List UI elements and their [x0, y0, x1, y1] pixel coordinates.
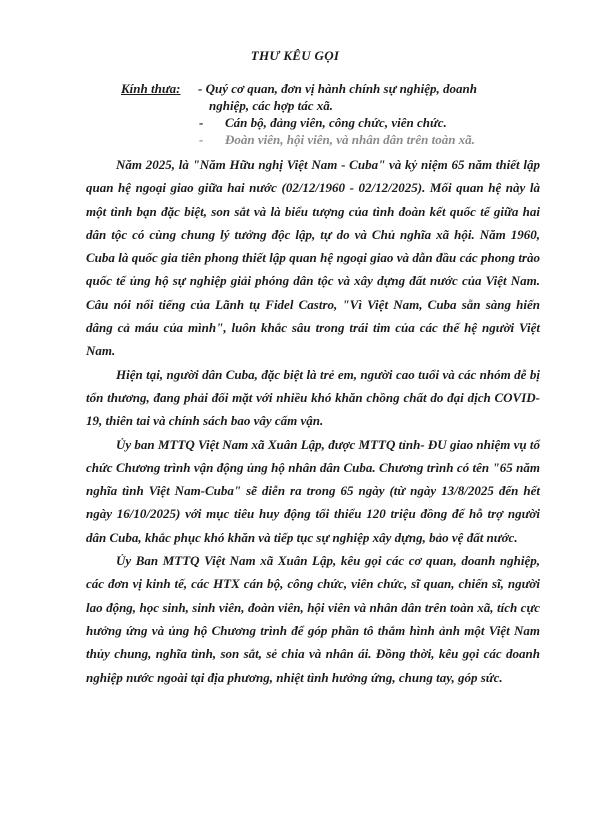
salutation-colon: : [176, 81, 181, 96]
salutation-dash-2: - [199, 132, 204, 147]
document-title: THƯ KÊU GỌI [250, 48, 340, 63]
salutation-label-wrap [121, 80, 198, 97]
salutation-row-2 [121, 97, 541, 114]
salutation-row-4 [121, 131, 541, 148]
salutation-row-3 [121, 114, 541, 131]
salutation-line-3: Cán bộ, đảng viên, công chức, viên chức. [225, 115, 447, 130]
salutation-block [121, 80, 541, 148]
paragraph-3: Ủy ban MTTQ Việt Nam xã Xuân Lập, được MTTQ tỉnh- ĐU giao nhiệm vụ tổ chức Chương trình vận động ủng hộ nhân dân Cuba. Chương trình có tên "65 năm nghĩa tình Việt Nam-Cuba" sẽ diễn ra trong 65 ngày (từ ngày 13/8/2025 đến hết ngày 16/10/2025) với mục tiêu huy động tối thiểu 120 triệu đồng để hỗ trợ người dân Cuba, khắc phục khó khăn và tiếp tục sự nghiệp xây dựng, bảo vệ đất nước. [86, 436, 540, 545]
paragraph-1: Năm 2025, là "Năm Hữu nghị Việt Nam - Cuba" và kỷ niệm 65 năm thiết lập quan hệ ngoại giao giữa hai nước (02/12/1960 - 02/12/2025). Mối quan hệ này là một tình bạn đặc biệt, son sắt và là biểu tượng của tình đoàn kết quốc tế giữa hai dân tộc có cùng chung lý tưởng độc lập, tự do và Chủ nghĩa xã hội. Năm 1960, Cuba là quốc gia tiên phong thiết lập quan hệ ngoại giao và dẫn đầu các phong trào quốc tế ủng hộ sự nghiệp giải phóng dân tộc và xây dựng đất nước của Việt Nam. Câu nói nổi tiếng của Lãnh tụ Fidel Castro, "Vì Việt Nam, Cuba sẵn sàng hiến dâng cả máu của mình", luôn khắc sâu trong trái tim của các thế hệ người Việt Nam. [86, 157, 540, 359]
salutation-dash-1: - [199, 115, 204, 130]
salutation-row-1 [121, 80, 541, 97]
paragraph-4: Ủy Ban MTTQ Việt Nam xã Xuân Lập, kêu gọi các cơ quan, doanh nghiệp, các đơn vị kinh tế, các HTX cán bộ, công chức, viên chức, sĩ quan, chiến sĩ, người lao động, học sinh, sinh viên, đoàn viên, hội viên và nhân dân trên toàn xã, tích cực hưởng ứng và ủng hộ Chương trình để góp phần tô thắm hình ảnh một Việt Nam thủy chung, nghĩa tình, son sắt, sẻ chia và nhân ái. Đồng thời, kêu gọi các doanh nghiệp nước ngoài tại địa phương, nhiệt tình hưởng ứng, chung tay, góp sức. [86, 553, 540, 685]
document-body [86, 153, 540, 689]
salutation-label: Kính thưa [121, 81, 177, 96]
salutation-line-2: nghiệp, các hợp tác xã. [209, 98, 333, 113]
salutation-line-4: Đoàn viên, hội viên, và nhân dân trên toàn xã. [225, 132, 475, 147]
paragraph-2: Hiện tại, người dân Cuba, đặc biệt là trẻ em, người cao tuổi và các nhóm dễ bị tổn thương, đang phải đối mặt với nhiều khó khăn chồng chất do đại dịch COVID-19, thiên tai và chính sách bao vây cấm vận. [86, 366, 540, 429]
salutation-line-1: - Quý cơ quan, đơn vị hành chính sự nghiệp, doanh [198, 81, 477, 96]
